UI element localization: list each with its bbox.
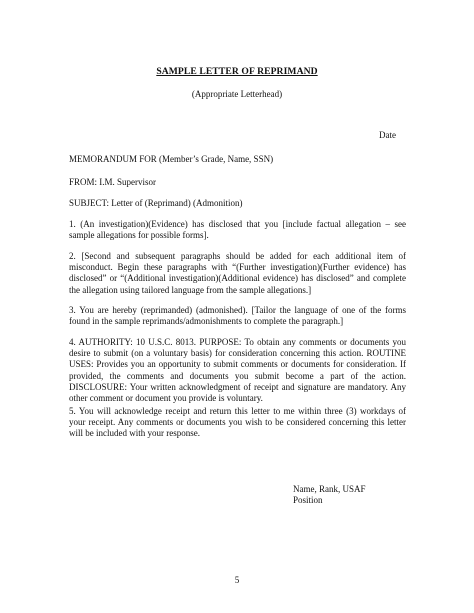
paragraph-2: 2. [Second and subsequent paragraphs should be added for each additional item of misconduct. Begin these paragraphs with “(Further investigation)(Further evidence) has disclosed” or “(Additional investigation)(Additional evidence) has disclosed” and complete the allegation using tailored language from the sample allegations.] [69,251,406,295]
paragraph-3: 3. You are hereby (reprimanded) (admonished). [Tailor the language of one of the forms found in the sample reprimands/admonishments to complete the paragraph.] [69,305,406,327]
paragraph-4: 4. AUTHORITY: 10 U.S.C. 8013. PURPOSE: To obtain any comments or documents you desire to submit (on a voluntary basis) for consideration concerning this action. ROUTINE USES: Provides you an opportunity to submit comments or documents for consideration. If provided, the comments and documents you submit become a part of the action. DISCLOSURE: Your written acknowledgment of receipt and signature are mandatory. Any other comment or document you provide is voluntary. [69,337,406,404]
letterhead-placeholder: (Appropriate Letterhead) [191,89,283,99]
document-title: SAMPLE LETTER OF REPRIMAND [156,66,318,77]
date-line: Date [379,130,396,140]
memorandum-for-line: MEMORANDUM FOR (Member’s Grade, Name, SSN) [69,154,274,164]
paragraph-1: 1. (An investigation)(Evidence) has disclosed that you [include factual allegation – see sample allegations for possible forms]. [69,219,406,241]
subject-line: SUBJECT: Letter of (Reprimand) (Admonition) [69,198,243,208]
signature-position: Position [293,495,323,505]
paragraph-5: 5. You will acknowledge receipt and return this letter to me within three (3) workdays of your receipt. Any comments or documents you wish to be considered concerning this letter will be included with your response. [69,406,406,439]
from-line: FROM: I.M. Supervisor [69,177,157,187]
signature-name-rank: Name, Rank, USAF [293,484,366,494]
page-number: 5 [234,575,240,585]
